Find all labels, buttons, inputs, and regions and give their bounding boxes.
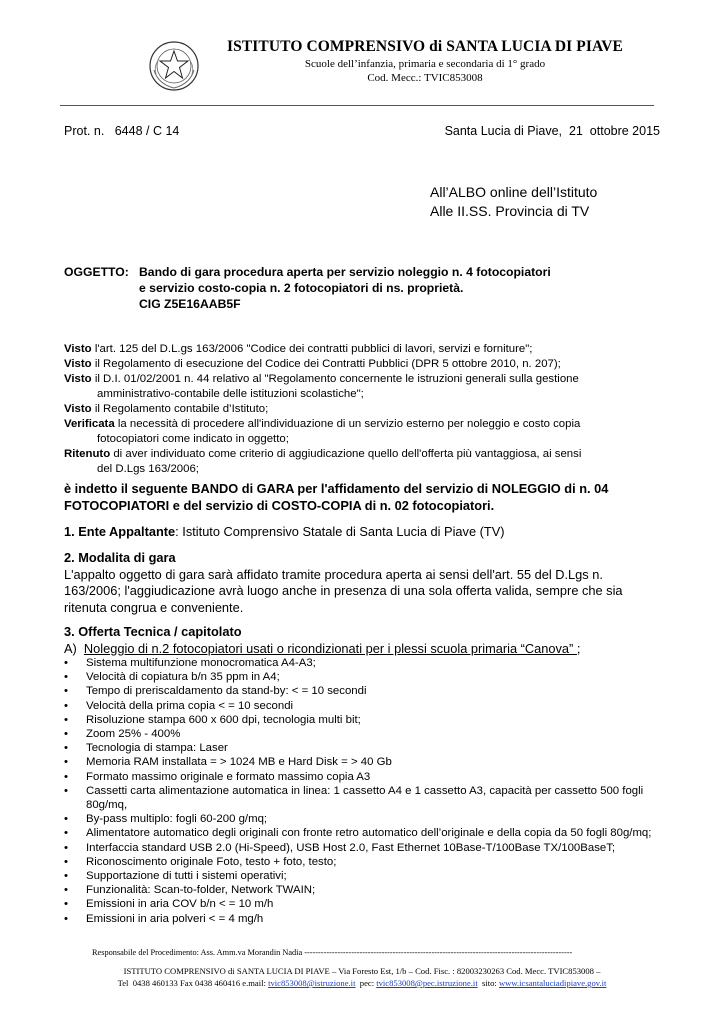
premise-item: Visto l'art. 125 del D.L.gs 163/2006 "Codice dei contratti pubblici di lavori, servizi e forniture"; [64,343,533,355]
announcement-line: FOTOCOPIATORI e del servizio di COSTO-COPIA di n. 02 fotocopiatori. [64,497,495,513]
premises-list [64,342,664,477]
protocol-number: Prot. n. 6448 / C 14 [64,124,180,138]
premise-item: Visto il Regolamento contabile d’Istituto; [64,403,269,415]
footer-email-link[interactable]: tvic853008@istruzione.it [268,978,356,988]
spec-item: • Tecnologia di stampa: Laser [64,741,664,755]
spec-item: • Tempo di preriscaldamento da stand-by: < = 10 secondi [64,684,664,698]
premise-continuation: amministrativo-contabile delle istituzioni scolastiche"; [97,388,364,400]
spec-item: • Velocità della prima copia < = 10 secondi [64,699,664,713]
footer-contacts [0,978,724,988]
recipient-line: Alle II.SS. Provincia di TV [430,203,590,219]
header-divider [60,105,654,106]
premise-item: Visto il D.I. 01/02/2001 n. 44 relativo al "Regolamento concernente le istruzioni generali sulla gestione [64,373,579,385]
premise-item: Verificata la necessità di procedere all'individuazione di un servizio esterno per noleggio e costo copia [64,418,581,430]
spec-item: • Formato massimo originale e formato massimo copia A3 [64,770,664,784]
school-code: Cod. Mecc.: TVIC853008 [367,72,483,84]
premise-continuation: del D.Lgs 163/2006; [97,463,199,475]
subject-line: Bando di gara procedura aperta per servizio noleggio n. 4 fotocopiatori [139,265,551,279]
subject-label: OGGETTO: [64,265,129,279]
letterhead [0,28,724,108]
spec-item: • Interfaccia standard USB 2.0 (Hi-Speed), USB Host 2.0, Fast Ethernet 10Base-T/100Base TX/100BaseT; [64,841,664,855]
footer-tel: Tel 0438 460133 Fax 0438 460416 e.mail: [117,978,269,988]
tender-announcement [64,481,662,514]
section-technical-offer [64,624,662,657]
section-contracting-authority [64,524,662,541]
section-title: 3. Offerta Tecnica / capitolato [64,624,242,639]
footer-pec-link[interactable]: tvic853008@pec.istruzione.it [376,978,478,988]
footer-site-link[interactable]: www.icsantaluciadipiave.gov.it [498,978,607,988]
section-text: L'appalto oggetto di gara sarà affidato tramite procedura aperta ai sensi dell'art. 55 del D.Lgs n. [64,566,603,582]
section-text: ritenuta congrua e conveniente. [64,599,244,615]
recipient-line: All’ALBO online dell’Istituto [430,184,598,200]
footer-responsible: Responsabile del Procedimento: Ass. Amm.va Morandin Nadia ------------------------------------------------------------------------------------------------- [92,948,573,957]
letter-date: Santa Lucia di Piave, 21 ottobre 2015 [444,124,660,138]
item-letter: A) [64,640,84,656]
premise-item: Ritenuto di aver individuato come criterio di aggiudicazione quello dell'offerta più vantaggiosa, ai sensi [64,448,582,460]
subject-block [64,264,664,312]
subject-cig: CIG Z5E16AAB5F [139,297,241,311]
footer-address: ISTITUTO COMPRENSIVO di SANTA LUCIA DI PIAVE – Via Foresto Est, 1/b – Cod. Fisc. : 82003230263 Cod. Mecc. TVIC853008 – [123,966,601,976]
spec-list [64,656,664,926]
footer-pec-label: pec: [355,978,377,988]
spec-item: • Riconoscimento originale Foto, testo + foto, testo; [64,855,664,869]
premise-continuation: fotocopiatori come indicato in oggetto; [97,433,289,445]
subject-line: e servizio costo-copia n. 2 fotocopiatori di ns. proprietà. [139,281,464,295]
announcement-line: è indetto il seguente BANDO di GARA per l'affidamento del servizio di NOLEGGIO di n. 04 [64,481,609,496]
spec-item: • Velocità di copiatura b/n 35 ppm in A4; [64,670,664,684]
section-tender-procedure [64,550,662,616]
footer-site-label: sito: [477,978,499,988]
school-subtitle: Scuole dell’infanzia, primaria e secondaria di 1° grado [304,58,546,70]
spec-item: • Supportazione di tutti i sistemi operativi; [64,869,664,883]
spec-item: • Risoluzione stampa 600 x 600 dpi, tecnologia multi bit; [64,713,664,727]
section-title: 2. Modalita di gara [64,550,176,565]
recipients [430,183,597,221]
spec-item: • Emissioni in aria polveri < = 4 mg/h [64,912,664,926]
section-text: : Istituto Comprensivo Statale di Santa Lucia di Piave (TV) [175,524,505,539]
spec-item: • Zoom 25% - 400% [64,727,664,741]
section-text: 163/2006; l'aggiudicazione avrà luogo anche in presenza di una sola offerta valida, sempre che sia [64,583,623,598]
spec-item: • Cassetti carta alimentazione automatica in linea: 1 cassetto A4 e 1 cassetto A3, capacità per cassetto 500 fogli 80g/mq, [64,784,664,812]
republic-emblem-icon [148,40,200,92]
item-a-text: Noleggio di n.2 fotocopiatori usati o ricondizionati per i plessi scuola primaria “Canova” ; [83,640,581,656]
spec-item: • Funzionalità: Scan-to-folder, Network TWAIN; [64,883,664,897]
spec-item: • By-pass multiplo: fogli 60-200 g/mq; [64,812,664,826]
premise-item: Visto il Regolamento di esecuzione del Codice dei Contratti Pubblici (DPR 5 ottobre 2010, n. 207); [64,358,561,370]
section-title: 1. Ente Appaltante [64,524,176,539]
school-name: ISTITUTO COMPRENSIVO di SANTA LUCIA DI PIAVE [227,38,623,55]
spec-item: • Memoria RAM installata = > 1024 MB e Hard Disk = > 40 Gb [64,755,664,769]
spec-item: • Emissioni in aria COV b/n < = 10 m/h [64,897,664,911]
spec-item: • Sistema multifunzione monocromatica A4-A3; [64,656,664,670]
spec-item: • Alimentatore automatico degli originali con fronte retro automatico dell’originale e della copia da 50 fogli 80g/mq; [64,826,664,840]
